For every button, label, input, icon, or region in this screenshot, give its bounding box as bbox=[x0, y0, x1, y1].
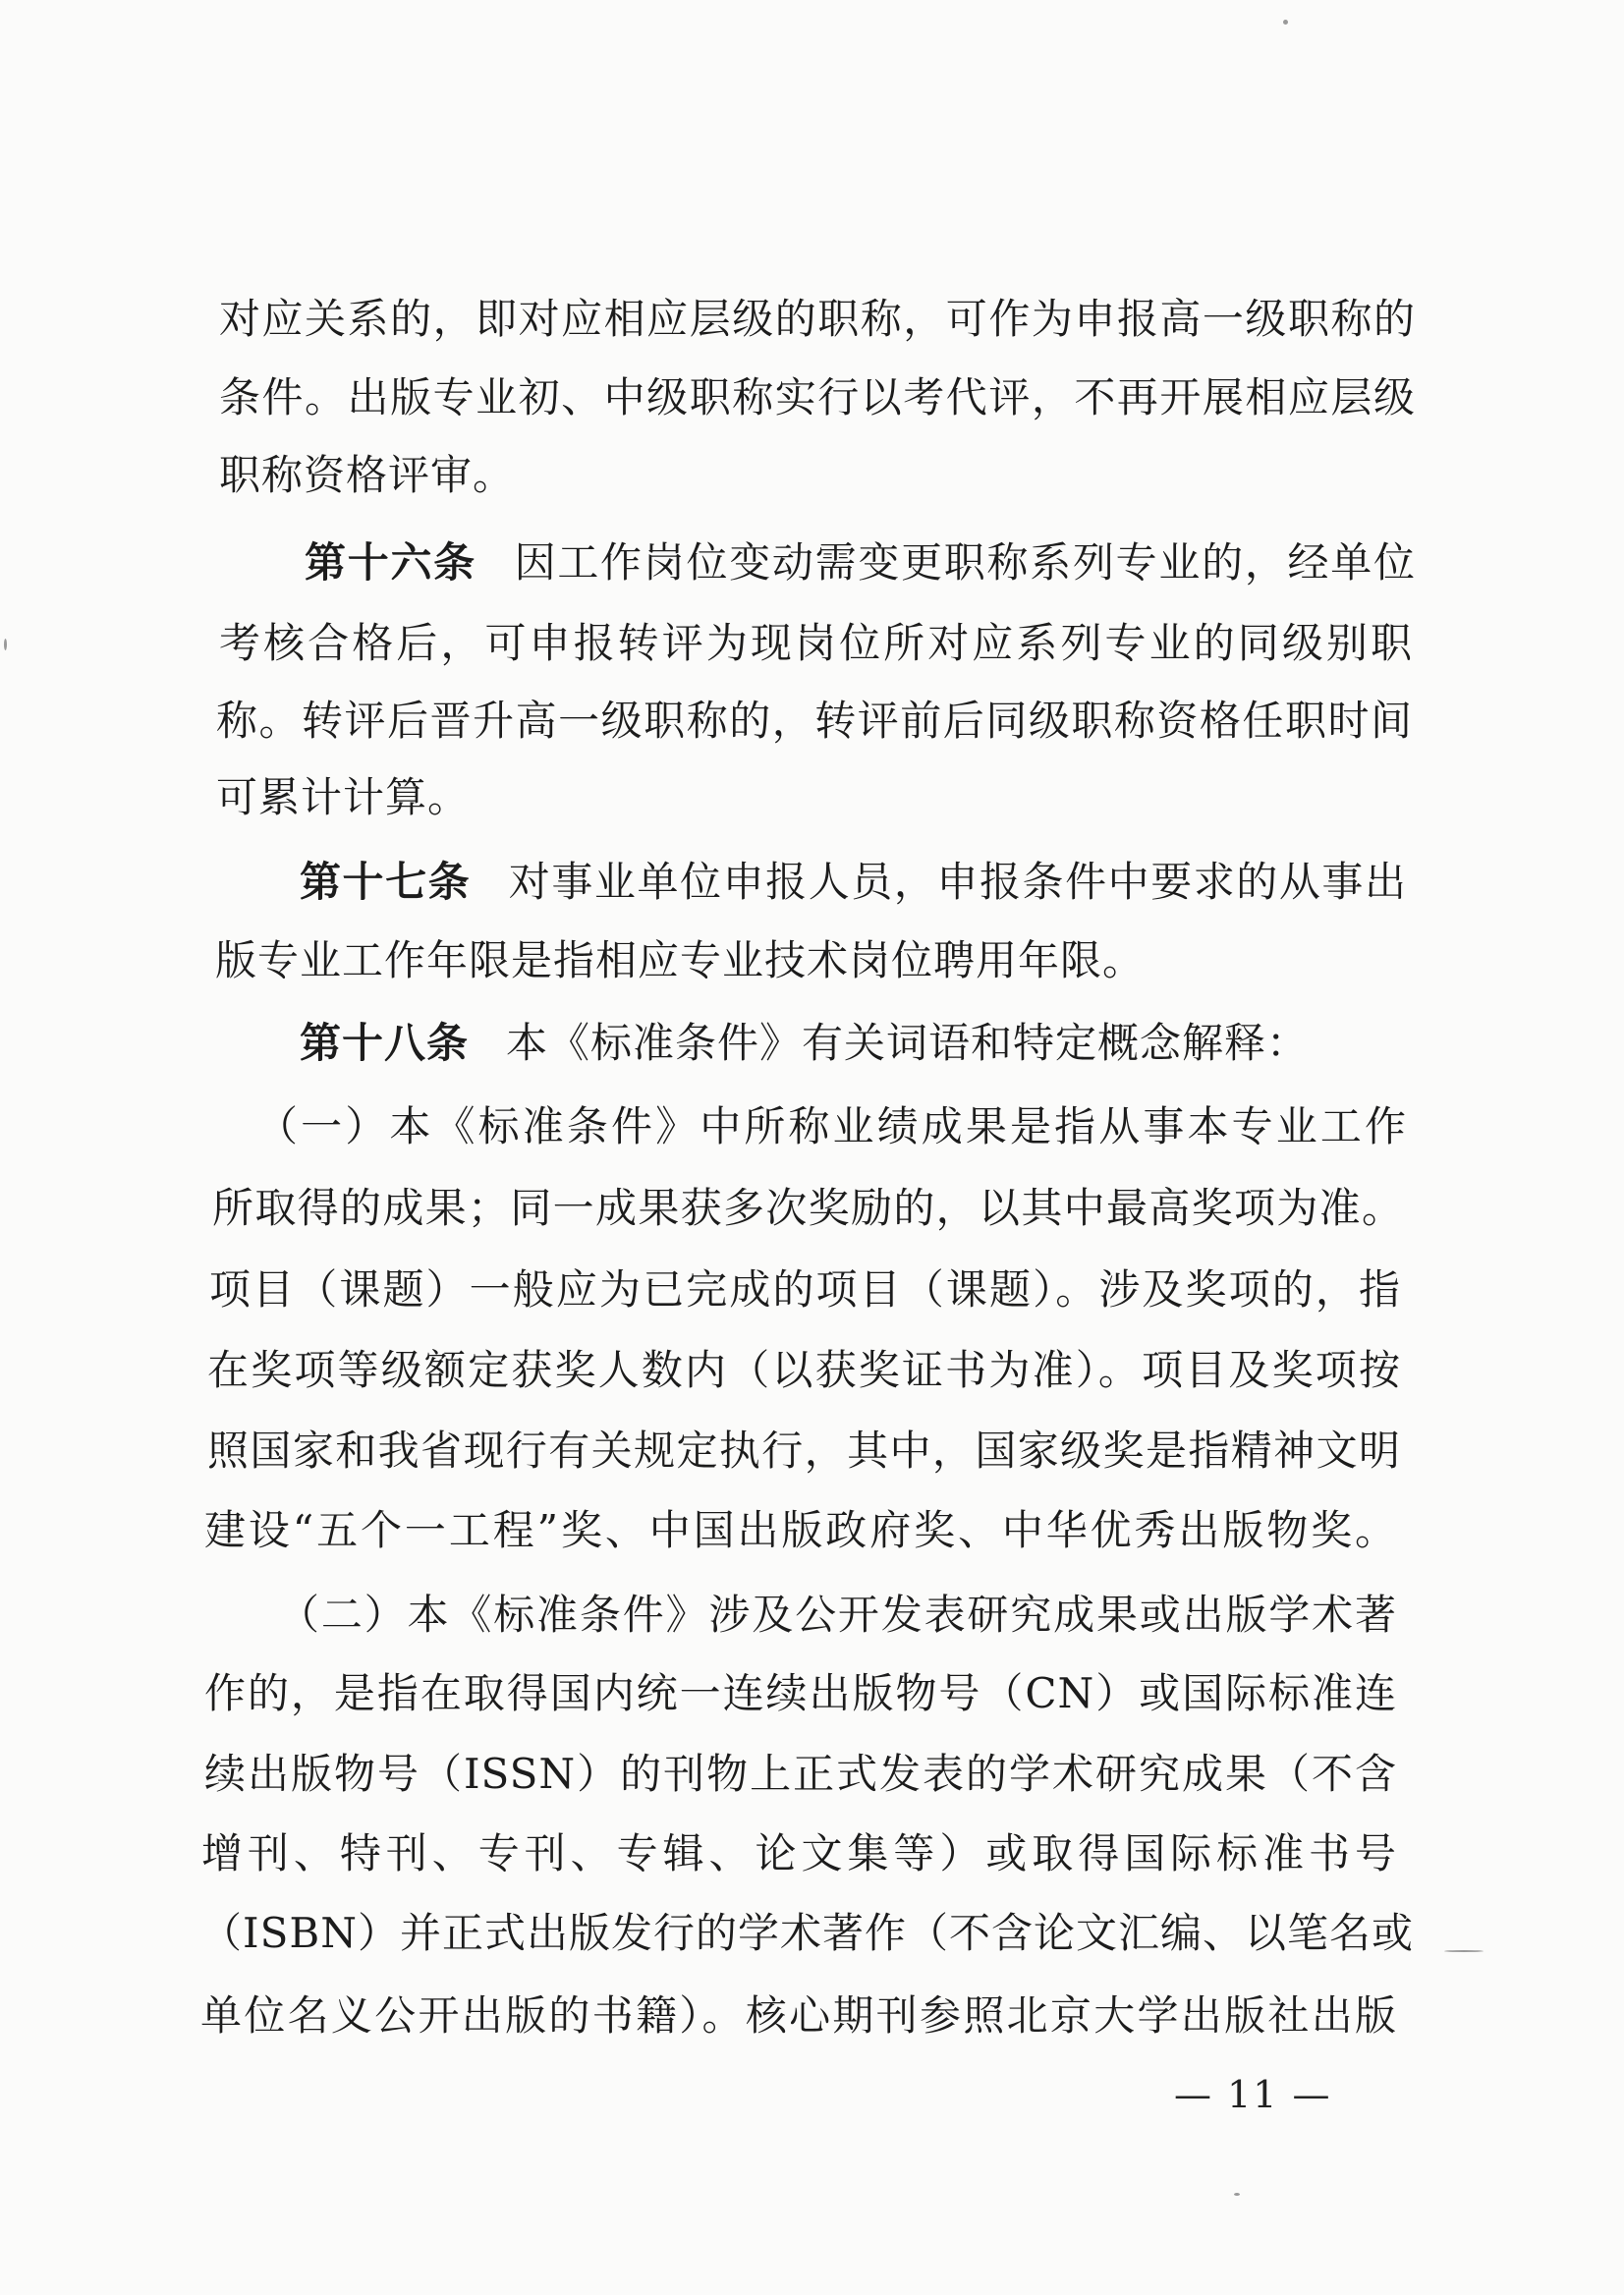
text-line: 项目（课题）一般应为已完成的项目（课题）。涉及奖项的，指 bbox=[209, 1265, 1401, 1314]
text-line: 职称资格评审。 bbox=[219, 451, 516, 499]
text-line: 增刊、特刊、专刊、专辑、论文集等）或取得国际标准书号 bbox=[201, 1829, 1397, 1877]
text-line: 在奖项等级额定获奖人数内（以获奖证书为准）。项目及奖项按 bbox=[207, 1346, 1401, 1394]
text-line: 考核合格后，可申报转评为现岗位所对应系列专业的同级别职 bbox=[219, 619, 1413, 667]
text-line: 所取得的成果；同一成果获多次奖励的，以其中最高奖项为准。 bbox=[212, 1184, 1404, 1232]
scan-speck bbox=[1283, 20, 1288, 25]
article-18-line bbox=[300, 1018, 1309, 1069]
text-line: 对应关系的，即对应相应层级的职称，可作为申报高一级职称的 bbox=[219, 295, 1416, 343]
text-line: （一）本《标准条件》中所称业绩成果是指从事本专业工作 bbox=[256, 1102, 1407, 1150]
scan-speck bbox=[4, 639, 7, 650]
text-line: （二）本《标准条件》涉及公开发表研究成果或出版学术著 bbox=[278, 1591, 1397, 1639]
text-line: 照国家和我省现行有关规定执行，其中，国家级奖是指精神文明 bbox=[207, 1427, 1401, 1475]
scan-speck bbox=[1444, 1950, 1484, 1952]
text-line: 续出版物号（ISSN）的刊物上正式发表的学术研究成果（不含 bbox=[204, 1750, 1397, 1798]
text-line: 称。转评后晋升高一级职称的，转评前后同级职称资格任职时间 bbox=[216, 697, 1413, 745]
scan-speck bbox=[1234, 2193, 1240, 2196]
article-heading: 第十六条 bbox=[305, 538, 476, 587]
article-heading: 第十七条 bbox=[300, 858, 472, 906]
article-17-line bbox=[300, 857, 1407, 908]
page-number: — 11 — bbox=[1174, 2073, 1332, 2116]
text-line: 单位名义公开出版的书籍）。核心期刊参照北京大学出版社出版 bbox=[200, 1991, 1397, 2040]
text-line: （ISBN）并正式出版发行的学术著作（不含论文汇编、以笔名或 bbox=[200, 1909, 1414, 1957]
text-line: 可累计计算。 bbox=[216, 773, 471, 821]
article-text: 对事业单位申报人员，申报条件中要求的从事出 bbox=[508, 858, 1407, 906]
article-text: 因工作岗位变动需变更职称系列专业的，经单位 bbox=[513, 538, 1416, 587]
article-text: 本《标准条件》有关词语和特定概念解释： bbox=[506, 1019, 1310, 1067]
article-16-line bbox=[305, 537, 1416, 588]
text-line: 作的，是指在取得国内统一连续出版物号（CN）或国际标准连 bbox=[204, 1669, 1397, 1717]
text-line: 建设“五个一工程”奖、中国出版政府奖、中华优秀出版物奖。 bbox=[204, 1506, 1397, 1554]
article-heading: 第十八条 bbox=[300, 1019, 470, 1067]
text-line: 版专业工作年限是指相应专业技术岗位聘用年限。 bbox=[215, 936, 1146, 984]
text-line: 条件。出版专业初、中级职称实行以考代评，不再开展相应层级 bbox=[219, 373, 1416, 421]
